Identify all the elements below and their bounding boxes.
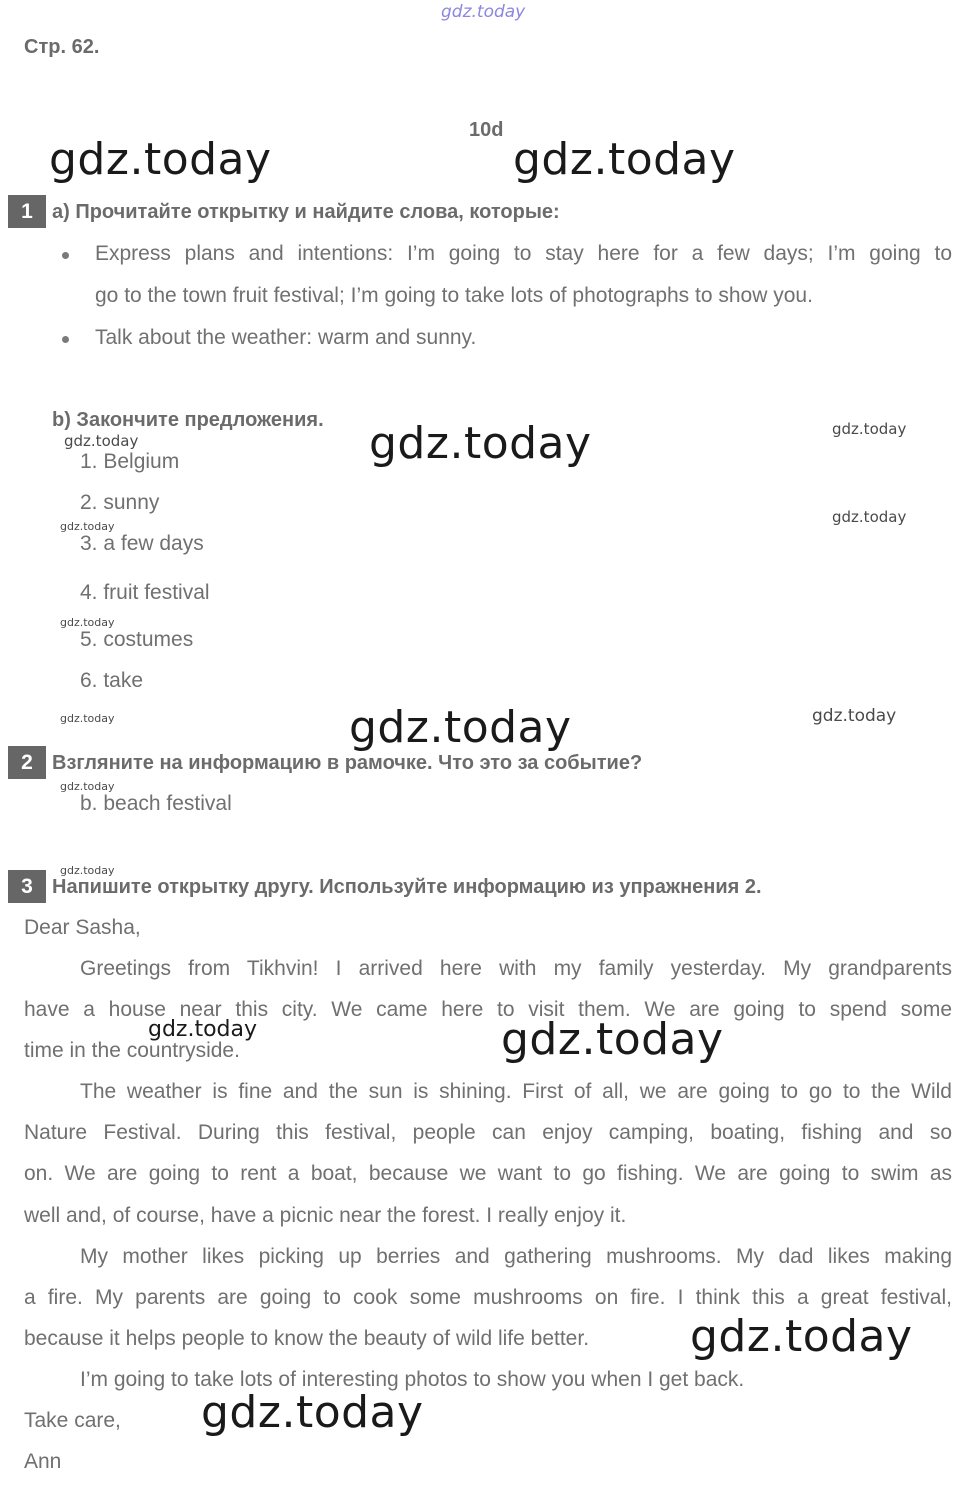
letter-line: time in the countryside. <box>24 1039 240 1062</box>
answer-item: 4. fruit festival <box>80 581 210 604</box>
letter-line <box>24 1162 952 1186</box>
bullet-icon <box>62 336 69 343</box>
answer-item: 6. take <box>80 669 144 692</box>
answer-item: 5. costumes <box>80 628 194 651</box>
exercise-number-badge: 1 <box>8 195 46 228</box>
letter-line-text: have a house near this city. We came here to visit them. We are going to spend some <box>24 998 952 1021</box>
letter-line <box>24 1121 952 1145</box>
exercise-number-badge: 2 <box>8 746 46 779</box>
letter-line-text: Greetings from Tikhvin! I arrived here with my family yesterday. My grandparents <box>80 957 952 980</box>
bullet-icon <box>62 252 69 259</box>
watermark: gdz.today <box>64 432 139 450</box>
bullet-item <box>95 242 952 266</box>
letter-line <box>80 957 952 981</box>
watermark: gdz.today <box>369 418 592 469</box>
answer-item: b. beach festival <box>80 792 232 815</box>
exercise-3-title: Напишите открытку другу. Используйте информацию из упражнения 2. <box>52 876 762 898</box>
bullet-text-continued: go to the town fruit festival; I’m going to take lots of photographs to show you. <box>95 284 813 307</box>
watermark: gdz.today <box>60 520 115 533</box>
bullet-item: Talk about the weather: warm and sunny. <box>95 326 477 349</box>
answer-item: 3. a few days <box>80 532 204 555</box>
watermark: gdz.today <box>148 1017 258 1042</box>
watermark: gdz.today <box>501 1014 724 1065</box>
watermark: gdz.today <box>513 134 736 185</box>
watermark: gdz.today <box>60 712 115 725</box>
section-title: 10d <box>469 119 504 141</box>
watermark: gdz.today <box>690 1311 913 1362</box>
letter-line <box>24 1286 952 1310</box>
letter-line-text: on. We are going to rent a boat, because we want to go fishing. We are going to swim as <box>24 1162 952 1185</box>
letter-line-text: The weather is fine and the sun is shining. First of all, we are going to go to the Wild <box>80 1080 952 1103</box>
letter-line-text: Nature Festival. During this festival, people can enjoy camping, boating, fishing and so <box>24 1121 952 1144</box>
watermark: gdz.today <box>812 706 897 726</box>
letter-closing: Take care, <box>24 1409 121 1432</box>
bullet-text: Express plans and intentions: I’m going to stay here for a few days; I’m going to <box>95 242 952 265</box>
letter-line-text: a fire. My parents are going to cook some mushrooms on fire. I think this a great festival, <box>24 1286 952 1309</box>
watermark: gdz.today <box>60 780 115 793</box>
watermark: gdz.today <box>49 134 272 185</box>
letter-greeting: Dear Sasha, <box>24 916 141 939</box>
exercise-1-title: a) Прочитайте открытку и найдите слова, которые: <box>52 201 560 223</box>
watermark: gdz.today <box>832 508 907 526</box>
watermark: gdz.today <box>201 1387 424 1438</box>
exercise-number-badge: 3 <box>8 870 46 903</box>
letter-line: because it helps people to know the beauty of wild life better. <box>24 1327 590 1350</box>
exercise-1b-title: b) Закончите предложения. <box>52 409 324 431</box>
page-reference: Стр. 62. <box>24 36 100 58</box>
letter-line: I’m going to take lots of interesting photos to show you when I get back. <box>80 1368 745 1391</box>
letter-signature: Ann <box>24 1450 62 1473</box>
watermark: gdz.today <box>60 616 115 629</box>
letter-line <box>80 1080 952 1104</box>
watermark-top: gdz.today <box>441 2 526 22</box>
watermark: gdz.today <box>832 420 907 438</box>
letter-line <box>80 1245 952 1269</box>
answer-item: 1. Belgium <box>80 450 180 473</box>
letter-line-text: My mother likes picking up berries and gathering mushrooms. My dad likes making <box>80 1245 952 1268</box>
watermark: gdz.today <box>349 702 572 753</box>
exercise-2-title: Взгляните на информацию в рамочке. Что это за событие? <box>52 752 643 774</box>
letter-line: well and, of course, have a picnic near the forest. I really enjoy it. <box>24 1204 627 1227</box>
answer-item: 2. sunny <box>80 491 160 514</box>
watermark: gdz.today <box>60 864 115 877</box>
